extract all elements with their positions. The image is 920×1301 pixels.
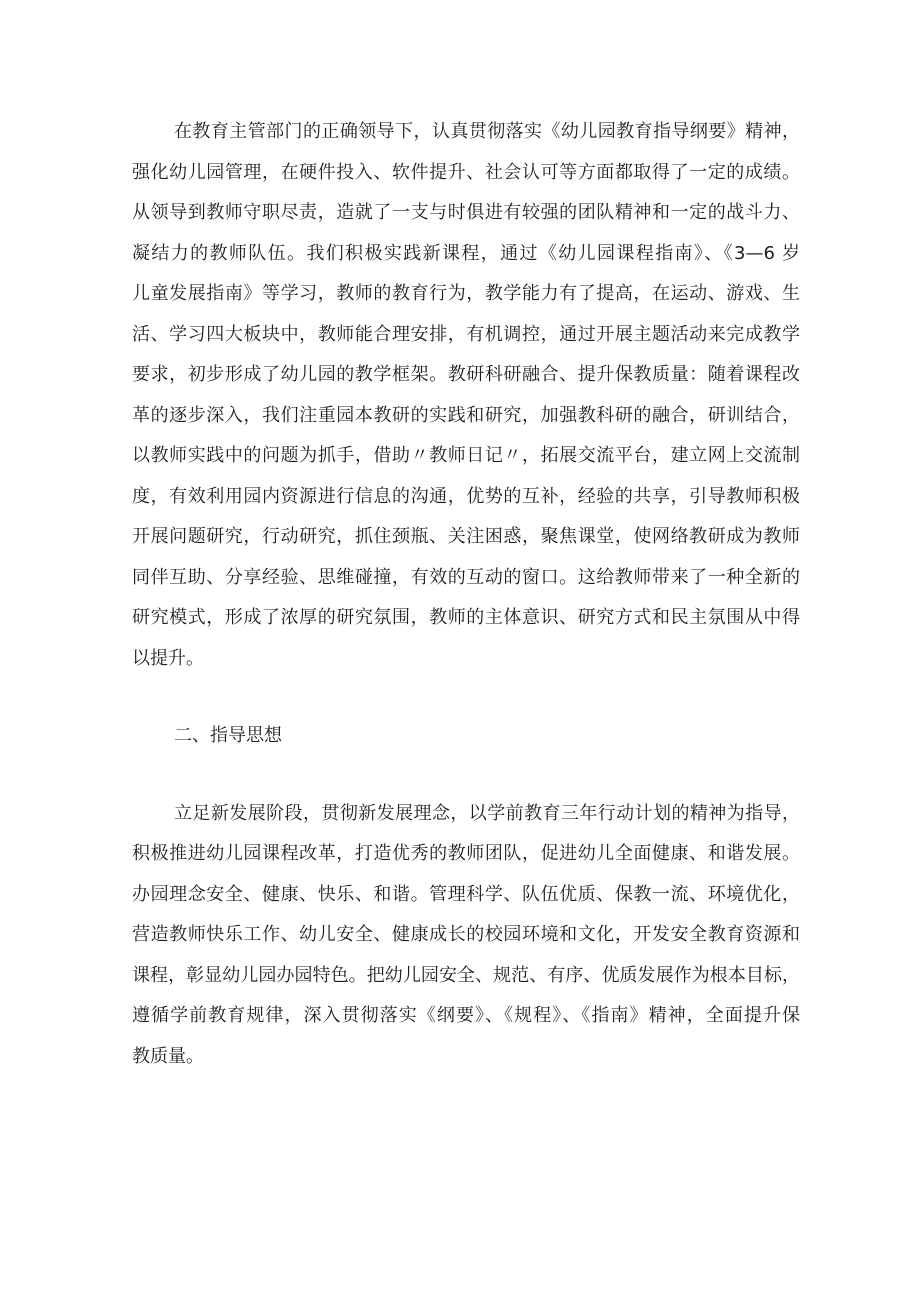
- text-line: 凝结力的教师队伍。我们积极实践新课程，通过《幼儿园课程指南》、《3—6 岁: [132, 242, 800, 264]
- text-line: 营造教师快乐工作、幼儿安全、健康成长的校园环境和文化，开发安全教育资源和: [132, 924, 800, 945]
- text-line: 强化幼儿园管理，在硬件投入、软件提升、社会认可等方面都取得了一定的成绩。: [132, 161, 800, 183]
- text-line: 教质量。: [132, 1045, 204, 1067]
- text-line: 儿童发展指南》等学习，教师的教育行为，教学能力有了提高，在运动、游戏、生: [132, 283, 800, 304]
- document-body: [132, 112, 800, 1077]
- paragraph-background: [132, 112, 800, 679]
- text-line: 以教师实践中的问题为抓手，借助〃教师日记〃，拓展交流平台，建立网上交流制: [132, 445, 800, 466]
- paragraph-spacer: [132, 757, 800, 794]
- text-line: 遵循学前教育规律，深入贯彻落实《纲要》、《规程》、《指南》精神，全面提升保: [132, 1005, 800, 1026]
- paragraph-guiding-ideology: [132, 794, 800, 1078]
- text-line: 积极推进幼儿园课程改革，打造优秀的教师团队，促进幼儿全面健康、和谐发展。: [132, 843, 800, 864]
- text-line: 开展问题研究，行动研究，抓住颈瓶、关注困惑，聚焦课堂，使网络教研成为教师: [132, 526, 800, 547]
- section-heading: 二、指导思想: [174, 725, 282, 746]
- text-line: 以提升。: [132, 647, 204, 669]
- text-line: 要求，初步形成了幼儿园的教学框架。教研科研融合、提升保教质量：随着课程改: [132, 364, 800, 385]
- text-line: 办园理念安全、健康、快乐、和谐。管理科学、队伍优质、保教一流、环境优化，: [132, 883, 800, 905]
- text-line: 在教育主管部门的正确领导下，认真贯彻落实《幼儿园教育指导纲要》精神，: [174, 121, 800, 142]
- paragraph-spacer: [132, 679, 800, 716]
- text-line: 立足新发展阶段，贯彻新发展理念，以学前教育三年行动计划的精神为指导，: [174, 802, 800, 824]
- text-line: 研究模式，形成了浓厚的研究氛围，教师的主体意识、研究方式和民主氛围从中得: [132, 607, 800, 628]
- text-line: 课程，彰显幼儿园办园特色。把幼儿园安全、规范、有序、优质发展作为根本目标，: [132, 964, 800, 986]
- text-line: 革的逐步深入，我们注重园本教研的实践和研究，加强教科研的融合，研训结合，: [132, 404, 800, 426]
- text-line: 从领导到教师守职尽责，造就了一支与时俱进有较强的团队精神和一定的战斗力、: [132, 202, 800, 223]
- text-line: 度，有效利用园内资源进行信息的沟通，优势的互补，经验的共享，引导教师积极: [132, 485, 800, 507]
- text-line: 活、学习四大板块中，教师能合理安排，有机调控，通过开展主题活动来完成教学: [132, 323, 800, 345]
- text-line: 同伴互助、分享经验、思维碰撞，有效的互动的窗口。这给教师带来了一种全新的: [132, 566, 800, 588]
